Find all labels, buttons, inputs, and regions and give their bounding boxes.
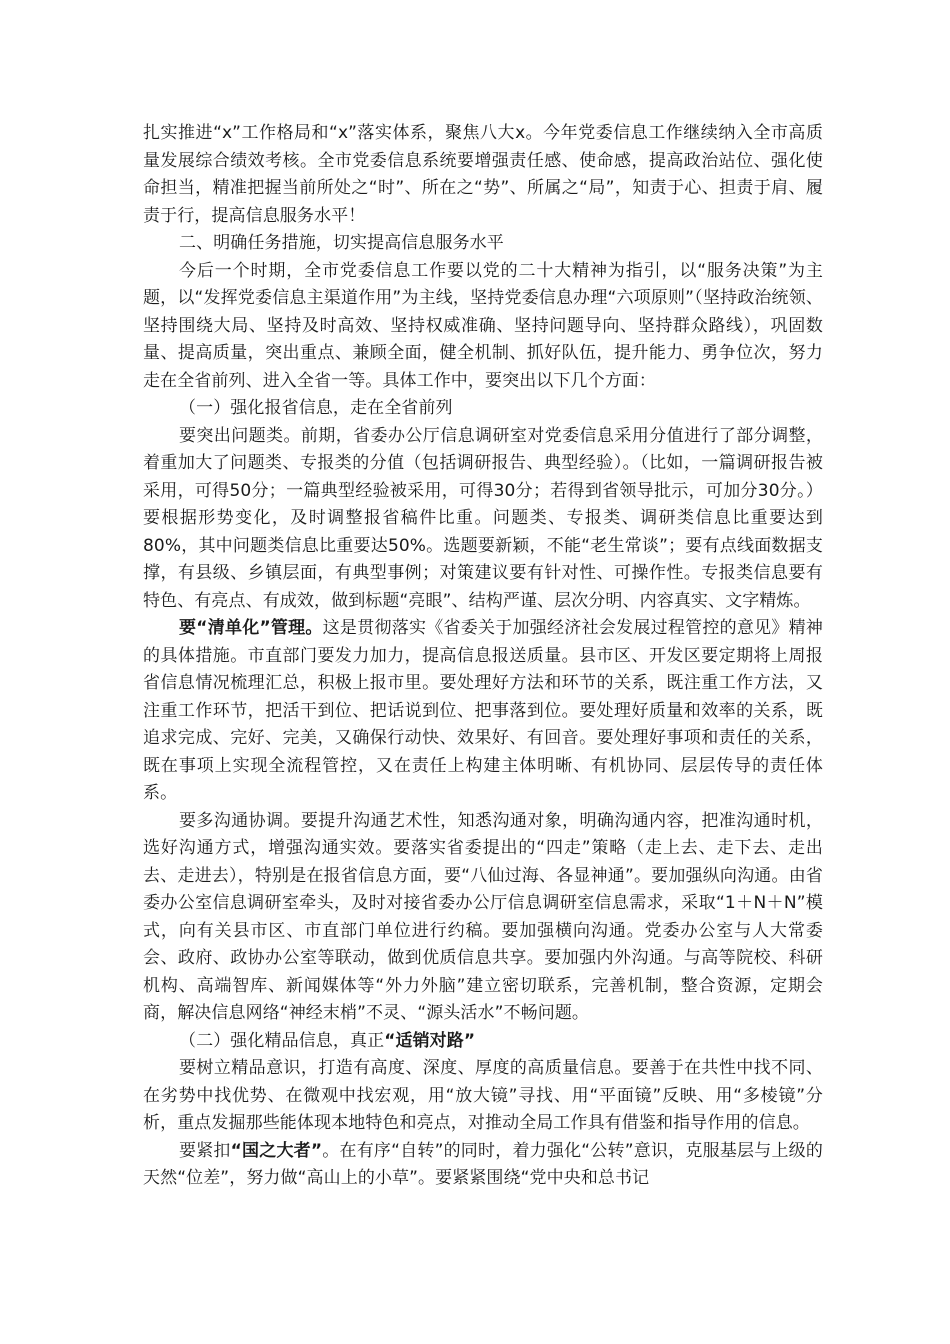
paragraph-lead-text: 要“清单化”管理。: [179, 618, 323, 638]
subsection-heading-2: [143, 1028, 823, 1056]
paragraph-body-text: 这是贯彻落实《省委关于加强经济社会发展过程管控的意见》精神的具体措施。市直部门要发力加力，提高信息报送质量。县市区、开发区要定期将上周报省信息情况梳理汇总，积极上报市里。要处理好方法和环节的关系，既注重工作方法，又注重工作环节，把活干到位、把话说到位、把事落到位。要处理好质量和效率的关系，既追求完成、完好、完美，又确保行动快、效果好、有回音。要处理好事项和责任的关系，既在事项上实现全流程管控，又在责任上构建主体明晰、有机协同、层层传导的责任体系。: [143, 618, 823, 803]
subsection-heading-text: （二）强化精品信息，真正: [179, 1030, 385, 1051]
subsection-heading-1: （一）强化报省信息，走在全省前列: [179, 398, 453, 418]
paragraph-body-text: 。在有序“自转”的同时，着力强化“公转”意识，克服基层与上级的天然“位差”，努力做“高山上的小草”。要紧紧围绕“党中央和总书记: [143, 1140, 823, 1188]
paragraph-communication: 要多沟通协调。要提升沟通艺术性，知悉沟通对象，明确沟通内容，把准沟通时机，选好沟通方式，增强沟通实效。要落实省委提出的“四走”策略（走上去、走下去、走出去、走进去），特别是在报省信息方面，要“八仙过海、各显神通”。要加强纵向沟通。由省委办公室信息调研室牵头，及时对接省委办公厅信息调研室信息需求，采取“1＋N＋N”模式，向有关县市区、市直部门单位进行约稿。要加强横向沟通。党委办公室与人大常委会、政府、政协办公室等联动，做到优质信息共享。要加强内外沟通。与高等院校、科研机构、高端智库、新闻媒体等“外力外脑”建立密切联系，完善机制，整合资源，定期会商，解决信息网络“神经末梢”不灵、“源头活水”不畅问题。: [143, 810, 823, 1023]
section-heading-2: 二、明确任务措施，切实提高信息服务水平: [179, 233, 504, 253]
paragraph-lead-bold: “国之大者”: [230, 1140, 323, 1161]
paragraph-national-priorities: [143, 1138, 823, 1193]
paragraph-lead-prefix: 要紧扣: [179, 1140, 231, 1161]
paragraph-overview: 今后一个时期，全市党委信息工作要以党的二十大精神为指引，以“服务决策”为主题，以“发挥党委信息主渠道作用”为主线，坚持党委信息办理“六项原则”（坚持政治统领、坚持围绕大局、坚持及时高效、坚持权威准确、坚持问题导向、坚持群众路线），巩固数量、提高质量，突出重点、兼顾全面，健全机制、抓好队伍，提升能力、勇争位次，努力走在全省前列、进入全省一等。具体工作中，要突出以下几个方面：: [143, 260, 823, 391]
paragraph-quality-awareness: 要树立精品意识，打造有高度、深度、厚度的高质量信息。要善于在共性中找不同、在劣势中找优势、在微观中找宏观，用“放大镜”寻找、用“平面镜”反映、用“多棱镜”分析，重点发掘那些能体现本地特色和亮点，对推动全局工作具有借鉴和指导作用的信息。: [143, 1058, 823, 1133]
paragraph-problem-type: 要突出问题类。前期，省委办公厅信息调研室对党委信息采用分值进行了部分调整，着重加大了问题类、专报类的分值（包括调研报告、典型经验）。（比如，一篇调研报告被采用，可得50分；一篇典型经验被采用，可得30分；若得到省领导批示，可加分30分。）要根据形势变化，及时调整报省稿件比重。问题类、专报类、调研类信息比重要达到80%，其中问题类信息比重要达50%。选题要新颖，不能“老生常谈”；要有点线面数据支撑，有县级、乡镇层面，有典型事例；对策建议要有针对性、可操作性。专报类信息要有特色、有亮点、有成效，做到标题“亮眼”、结构严谨、层次分明、内容真实、文字精炼。: [143, 425, 823, 611]
paragraph-checklist-management: [143, 615, 823, 808]
subsection-heading-bold: “适销对路”: [384, 1030, 476, 1051]
paragraph-intro: 扎实推进“x”工作格局和“x”落实体系，聚焦八大x。今年党委信息工作继续纳入全市高质量发展综合绩效考核。全市党委信息系统要增强责任感、使命感，提高政治站位、强化使命担当，精准把握当前所处之“时”、所在之“势”、所属之“局”，知责于心、担责于肩、履责于行，提高信息服务水平！: [143, 123, 823, 226]
document-body: [143, 120, 823, 1193]
